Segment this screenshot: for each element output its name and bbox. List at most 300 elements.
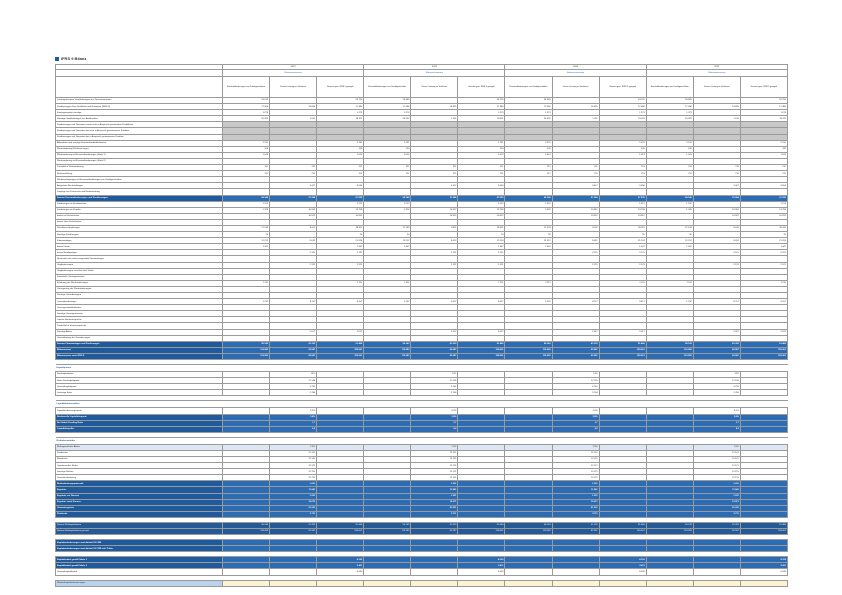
table-cell: 2.131: [505, 140, 552, 146]
kpi-value: 12.121: [552, 469, 599, 475]
kpi-value: 3,8%: [552, 414, 599, 420]
table-cell: [223, 580, 270, 586]
table-cell: 211: [599, 171, 646, 177]
summary-label: Summe Risikopositionen gesamt: [56, 529, 223, 535]
kpi-value: 14%: [552, 372, 599, 378]
table-cell: 3.056: [458, 183, 505, 189]
table-cell: 1.212: [646, 201, 693, 207]
kpi-value: 4,2%: [693, 408, 740, 414]
table-cell: 62.587: [552, 353, 599, 359]
row-label: Leistungsbasierte Verpflichtungen aus Zinsinstrumenten: [56, 98, 223, 104]
footer-value: 6.533: [599, 569, 646, 575]
kpi-value: 9,2: [552, 426, 599, 432]
table-cell: 119.283: [364, 347, 411, 353]
table-cell: 211: [364, 171, 411, 177]
table-cell: 62.587: [693, 353, 740, 359]
kpi-label: Kreditrisiko: [56, 450, 223, 456]
kpi-value: 2.764: [693, 390, 740, 396]
kpi-value: 14%: [270, 372, 317, 378]
kpi-label: Liquiditätspuffer: [56, 426, 223, 432]
table-cell: 7.211: [364, 280, 411, 286]
table-cell: 159.001: [317, 353, 364, 359]
summary-value: 62.587: [411, 529, 458, 535]
table-cell: 91.466: [740, 341, 787, 347]
row-label: Summe Finanzanlagen und Forderungen: [56, 341, 223, 347]
table-cell: 2.131: [458, 140, 505, 146]
footer-label: Kapitalbedarf gemäß Säule 2: [56, 563, 223, 569]
table-cell: 159.001: [740, 347, 787, 353]
table-cell: 67.535: [458, 195, 505, 201]
kpi-value: 2.764: [270, 390, 317, 396]
header-corner: [56, 70, 223, 77]
kpi-value: 14%: [693, 372, 740, 378]
table-cell: 9.012: [693, 238, 740, 244]
table-cell: 24.720: [458, 98, 505, 104]
column-header: Gesamt gem. IFRS 9 geregelt: [458, 77, 505, 98]
table-cell: 28.311: [317, 225, 364, 231]
kpi-value: 12.121: [411, 456, 458, 462]
table-cell: 1.347: [505, 244, 552, 250]
table-cell: 2.121: [411, 250, 458, 256]
table-cell: 120: [599, 146, 646, 152]
table-cell: 62.587: [270, 347, 317, 353]
table-cell: 1.347: [223, 244, 270, 250]
summary-value: 159.001: [740, 529, 787, 535]
table-cell: 2.121: [740, 250, 787, 256]
kpi-value: 12.121: [270, 463, 317, 469]
kpi-value: 9,2: [270, 426, 317, 432]
table-cell: 62.587: [552, 347, 599, 353]
row-label: Bilanzsumme: [56, 347, 223, 353]
kpi-label: Ergebnis vor Steuern: [56, 493, 223, 499]
table-cell: 9.011: [411, 225, 458, 231]
kpi-value: 12.121: [693, 456, 740, 462]
row-label: Sonstige Forderungen: [56, 232, 223, 238]
table-cell: 159.001: [599, 353, 646, 359]
table-cell: 7.211: [646, 280, 693, 286]
table-cell: 20.322: [223, 116, 270, 122]
table-cell: 1.273: [458, 110, 505, 116]
table-cell: 2.131: [364, 140, 411, 146]
row-label: Risikoerhöhung: [56, 171, 223, 177]
table-cell: 62.587: [411, 353, 458, 359]
table-cell: 10.912: [458, 213, 505, 219]
kpi-value: 17.126: [693, 378, 740, 384]
summary-value: 41.323: [693, 522, 740, 528]
table-cell: 19.311: [599, 116, 646, 122]
table-cell: 211: [317, 165, 364, 171]
table-cell: 10.912: [270, 213, 317, 219]
table-cell: 9.317: [317, 299, 364, 305]
row-label: Kreditzusagen und Garantien bei nicht in Anspruch genommenen Krediten: [56, 128, 223, 134]
table-cell: 17.356: [646, 104, 693, 110]
column-header: Davon Leistung im Verfahren: [270, 77, 317, 98]
summary-value: 119.283: [505, 529, 552, 535]
row-label: Wertberichtigungen auf Eventualforderungen aus Kreditgeschäften: [56, 177, 223, 183]
summary-value: 50.143: [223, 522, 270, 528]
table-cell: 41.323: [552, 341, 599, 347]
kpi-value: 11.541: [411, 487, 458, 493]
scenario-header: Referenzszenario: [223, 70, 364, 77]
kpi-value: 11.541: [552, 487, 599, 493]
table-cell: [693, 580, 740, 586]
kpi-value: 21.231: [552, 505, 599, 511]
row-label: Leasingforderungen: [56, 299, 223, 305]
table-cell: 1.376: [505, 207, 552, 213]
table-cell: 17.133: [223, 225, 270, 231]
table-cell: 69.140: [223, 195, 270, 201]
table-cell: 24.720: [740, 98, 787, 104]
column-header: Eventualforderungen aus Kreditgeschäften: [505, 77, 552, 98]
table-cell: 14.825: [693, 104, 740, 110]
spacer: [223, 365, 788, 372]
table-cell: 1.347: [740, 244, 787, 250]
row-label: Forderungen an Kreditinstitute: [56, 201, 223, 207]
table-cell: 7.211: [505, 280, 552, 286]
row-label: Akkreditive und sonstige Eventualverbindlichkeiten: [56, 140, 223, 146]
table-cell: 1.013: [505, 152, 552, 158]
footer-value: 4.122: [740, 557, 787, 563]
summary-value: 159.001: [458, 529, 505, 535]
table-cell: 21.264: [693, 195, 740, 201]
summary-value: 41.323: [552, 522, 599, 528]
table-cell: 120: [646, 146, 693, 152]
row-label: davon ohne Sicherheiten: [56, 219, 223, 225]
kpi-value: 1.231: [693, 493, 740, 499]
table-cell: 24.720: [599, 98, 646, 104]
table-cell: 17.133: [364, 225, 411, 231]
section-header-row: [56, 401, 788, 408]
section-title: Liquiditätskennzahlen: [56, 401, 223, 408]
table-cell: 211: [364, 165, 411, 171]
table-cell: 14.825: [270, 104, 317, 110]
table-cell: [364, 580, 411, 586]
table-cell: 28.311: [599, 225, 646, 231]
final-label: Mindestkapitalanforderungen: [56, 580, 223, 586]
kpi-value: 17.126: [411, 378, 458, 384]
table-cell: 10.912: [599, 213, 646, 219]
kpi-value: 1,7: [270, 420, 317, 426]
table-cell: 2.017: [693, 329, 740, 335]
table-cell: 17.356: [223, 104, 270, 110]
table-cell: 21.224: [599, 238, 646, 244]
scenario-header: Referenzszenario: [505, 70, 646, 77]
table-cell: 1.212: [223, 201, 270, 207]
table-cell: 24.365: [646, 98, 693, 104]
kpi-value: 12.121: [552, 475, 599, 481]
table-cell: 211: [599, 165, 646, 171]
footer-value: 6.533: [458, 569, 505, 575]
kpi-value: 3,8%: [411, 414, 458, 420]
table-cell: 2.017: [740, 329, 787, 335]
table-cell: 9.317: [740, 299, 787, 305]
row-label: davon mit Sicherheiten: [56, 213, 223, 219]
table-cell: 159.001: [317, 347, 364, 353]
row-label: Finanzielle Vermögenswerte: [56, 274, 223, 280]
table-cell: 159.001: [599, 347, 646, 353]
table-cell: 2.121: [599, 262, 646, 268]
kpi-value: 1,7: [693, 420, 740, 426]
kpi-label: Sonstige Risiken: [56, 469, 223, 475]
row-label: Umgliederungen zwischen den Stufen: [56, 268, 223, 274]
table-cell: 2.131: [317, 140, 364, 146]
summary-value: 62.587: [552, 529, 599, 535]
table-cell: 24.365: [364, 98, 411, 104]
table-cell: 8.117: [552, 299, 599, 305]
table-cell: 211: [505, 165, 552, 171]
table-cell: 2.121: [317, 262, 364, 268]
footer-label: Kapitalbedarf gemäß Säule 1: [56, 557, 223, 563]
table-cell: 17.380: [317, 104, 364, 110]
summary-value: 91.466: [740, 522, 787, 528]
table-cell: 2.131: [740, 140, 787, 146]
kpi-value: 12.121: [270, 450, 317, 456]
kpi-value: 3,8%: [693, 414, 740, 420]
row-label: Aufgelöste Rückstellungen: [56, 183, 223, 189]
row-label: Sonstige Vermögenswerte: [56, 311, 223, 317]
table-cell: 1.273: [223, 110, 270, 116]
table-cell: 1.013: [458, 152, 505, 158]
kpi-label: Ergebnis nach Steuern: [56, 499, 223, 505]
table-cell: 211: [223, 171, 270, 177]
table-cell: 9.012: [552, 238, 599, 244]
table-cell: 21.264: [411, 195, 458, 201]
row-label: Forderungen an Kunden: [56, 207, 223, 213]
table-cell: 50.143: [505, 341, 552, 347]
table-cell: 21.264: [552, 195, 599, 201]
header-corner: [56, 77, 223, 98]
table-cell: [270, 580, 317, 586]
table-cell: 20: [458, 232, 505, 238]
column-header: Gesamt gem. IFRS 9 geregelt: [317, 77, 364, 98]
table-cell: 3.056: [599, 183, 646, 189]
scenario-header: Referenzszenario: [646, 70, 787, 77]
table-cell: 69.140: [646, 195, 693, 201]
table-cell: 1.376: [364, 207, 411, 213]
kpi-value: 3.741: [552, 384, 599, 390]
page-title: IFRS 9 Bilanz: [55, 56, 86, 61]
table-cell: 2.017: [552, 329, 599, 335]
table-cell: 1.347: [646, 244, 693, 250]
table-cell: 120: [740, 146, 787, 152]
table-cell: 119.283: [223, 347, 270, 353]
summary-value: 50.143: [505, 522, 552, 528]
table-cell: 3.056: [317, 183, 364, 189]
table-cell: 12.212: [505, 238, 552, 244]
table-cell: 119.283: [223, 353, 270, 359]
table-cell: 1.347: [458, 244, 505, 250]
table-cell: [646, 580, 693, 586]
table-cell: 28.311: [458, 225, 505, 231]
kpi-value: 1.231: [411, 481, 458, 487]
table-cell: 1.376: [223, 207, 270, 213]
table-cell: [458, 580, 505, 586]
table-cell: 1.347: [364, 244, 411, 250]
kpi-value: 4,2%: [411, 408, 458, 414]
table-cell: 10.912: [270, 207, 317, 213]
kpi-value: 1.231: [270, 493, 317, 499]
summary-label: Summe Risikopositionen: [56, 522, 223, 528]
kpi-value: 3.711: [693, 511, 740, 517]
table-cell: 2.121: [599, 250, 646, 256]
column-header: Gesamt gem. IFRS 9 geregelt: [599, 77, 646, 98]
kpi-value: 12.121: [693, 469, 740, 475]
kpi-value: 7,9%: [552, 444, 599, 450]
kpi-value: 2.764: [411, 390, 458, 396]
kpi-value: 4,2%: [270, 408, 317, 414]
kpi-value: 3.711: [411, 511, 458, 517]
row-label: Latente Steueransprüche: [56, 317, 223, 323]
section-title: Kapitalquoten: [56, 365, 223, 372]
table-cell: 7.211: [599, 280, 646, 286]
row-label: Kreditzusagen ohne Kreditlinie und Garantien (IFRS 9): [56, 104, 223, 110]
table-cell: 20.322: [505, 116, 552, 122]
summary-value: 62.587: [693, 529, 740, 535]
table-cell: 1.212: [740, 201, 787, 207]
table-cell: 1.273: [740, 110, 787, 116]
table-cell: 211: [411, 165, 458, 171]
row-label: Sonstige Verpflichtungen aus Avalkrediten: [56, 116, 223, 122]
kpi-label: Liquiditätsdeckungsquote: [56, 408, 223, 414]
table-cell: 62.587: [270, 353, 317, 359]
summary-value: 91.466: [317, 522, 364, 528]
table-cell: 19.311: [458, 116, 505, 122]
table-cell: 91.466: [458, 341, 505, 347]
row-label: Sonstige Aktiva: [56, 329, 223, 335]
table-cell: 211: [270, 171, 317, 177]
summary-value: 41.323: [411, 522, 458, 528]
table-cell: 211: [458, 165, 505, 171]
kpi-label: Leverage Ratio: [56, 390, 223, 396]
table-cell: 2.121: [693, 262, 740, 268]
table-cell: 91.466: [317, 341, 364, 347]
table-cell: 7.211: [317, 280, 364, 286]
table-cell: 2.017: [458, 329, 505, 335]
table-cell: 2.121: [411, 262, 458, 268]
footer-value: 6.533: [740, 569, 787, 575]
table-cell: 1.013: [740, 152, 787, 158]
table-cell: 1.273: [646, 110, 693, 116]
table-cell: 2.017: [411, 329, 458, 335]
kpi-value: 3.741: [270, 384, 317, 390]
table-cell: 10.912: [411, 213, 458, 219]
spacer: [223, 401, 788, 408]
footer-value: 4.122: [599, 557, 646, 563]
table-cell: 9.012: [270, 238, 317, 244]
table-cell: 1.013: [223, 152, 270, 158]
table-cell: 159.001: [458, 353, 505, 359]
kpi-label: Dividende: [56, 511, 223, 517]
table-cell: 28.311: [740, 225, 787, 231]
kpi-label: Gesamtkapitalquote: [56, 384, 223, 390]
summary-value: 159.001: [599, 529, 646, 535]
kpi-value: 9,2: [693, 426, 740, 432]
kpi-value: 11.541: [270, 487, 317, 493]
note-label: Kapitalanforderungen nach Artikel 92 CRR inkl. Puffer: [56, 546, 223, 552]
section-header-row: [56, 365, 788, 372]
kpi-value: 12.121: [552, 450, 599, 456]
row-label: Zugänge aus Erstansatz und Neubewertung: [56, 189, 223, 195]
year-header: 2022: [223, 65, 364, 70]
scenario-header-row: [56, 70, 788, 77]
table-cell: 120: [505, 146, 552, 152]
kpi-value: 3.741: [693, 384, 740, 390]
kpi-value: 1.231: [270, 481, 317, 487]
table-cell: 19.311: [317, 116, 364, 122]
table-cell: 20: [364, 232, 411, 238]
table-cell: 1.013: [599, 152, 646, 158]
table-cell: 1.273: [364, 110, 411, 116]
table-cell: 21.224: [317, 238, 364, 244]
row-label: Kreditzusagen und Garantien bei in Anspruch genommenen Krediten: [56, 134, 223, 140]
kpi-value: 12.121: [411, 463, 458, 469]
table-cell: 50.143: [364, 341, 411, 347]
row-label: Sonstige Veränderungen: [56, 293, 223, 299]
footer-value: 2.411: [599, 563, 646, 569]
table-cell: 9.317: [599, 299, 646, 305]
kpi-label: Risikogewichtete Aktiva: [56, 444, 223, 450]
kpi-value: 3.711: [270, 511, 317, 517]
table-cell: 119.283: [505, 347, 552, 353]
table-cell: 1.273: [599, 110, 646, 116]
table-cell: 7.211: [458, 280, 505, 286]
table-cell: 159.001: [740, 353, 787, 359]
kpi-label: Gesamtergebnis: [56, 505, 223, 511]
table-cell: 24.720: [317, 98, 364, 104]
table-cell: 211: [411, 171, 458, 177]
kpi-value: 12.071: [270, 499, 317, 505]
row-label: Gesamtbetrag der Veränderungen: [56, 335, 223, 341]
row-label: Finanzanlagen: [56, 238, 223, 244]
row-label: Tatsächliche Steueransprüche: [56, 323, 223, 329]
table-cell: 10.912: [552, 207, 599, 213]
kpi-value: 12.121: [270, 475, 317, 481]
table-cell: 17.380: [599, 104, 646, 110]
row-label: Summe Eventualforderungen und Kreditzusagen: [56, 195, 223, 201]
summary-value: 159.001: [317, 529, 364, 535]
kpi-value: 7,9%: [411, 444, 458, 450]
column-header: Eventualforderungen aus Kreditgeschäften: [646, 77, 693, 98]
table-cell: 19.311: [740, 116, 787, 122]
table-cell: 12.212: [646, 238, 693, 244]
kpi-value: 1,7: [552, 420, 599, 426]
footer-value: 6.533: [317, 569, 364, 575]
table-cell: 1.013: [646, 152, 693, 158]
kpi-value: 21.231: [693, 505, 740, 511]
table-cell: 67.535: [317, 195, 364, 201]
table-cell: 211: [740, 171, 787, 177]
table-cell: 7.211: [223, 280, 270, 286]
table-cell: 211: [317, 171, 364, 177]
table-cell: [505, 580, 552, 586]
kpi-value: 14%: [411, 372, 458, 378]
table-cell: 1.273: [505, 110, 552, 116]
table-cell: 17.380: [458, 104, 505, 110]
kpi-label: Harte Kernkapitalquote: [56, 378, 223, 384]
kpi-label: Gesamtrisikobetrag: [56, 475, 223, 481]
table-cell: 3.417: [693, 183, 740, 189]
table-cell: 13.759: [317, 207, 364, 213]
row-label: Zusätzliche Wertminderung: [56, 165, 223, 171]
kpi-label: Marktrisiko: [56, 456, 223, 462]
table-cell: 211: [740, 165, 787, 171]
table-cell: 2.121: [458, 250, 505, 256]
table-cell: [317, 580, 364, 586]
table-cell: 1.011: [693, 116, 740, 122]
table-cell: 9.011: [270, 225, 317, 231]
table-cell: 13.759: [599, 207, 646, 213]
row-label: davon Beteiligungen: [56, 250, 223, 256]
